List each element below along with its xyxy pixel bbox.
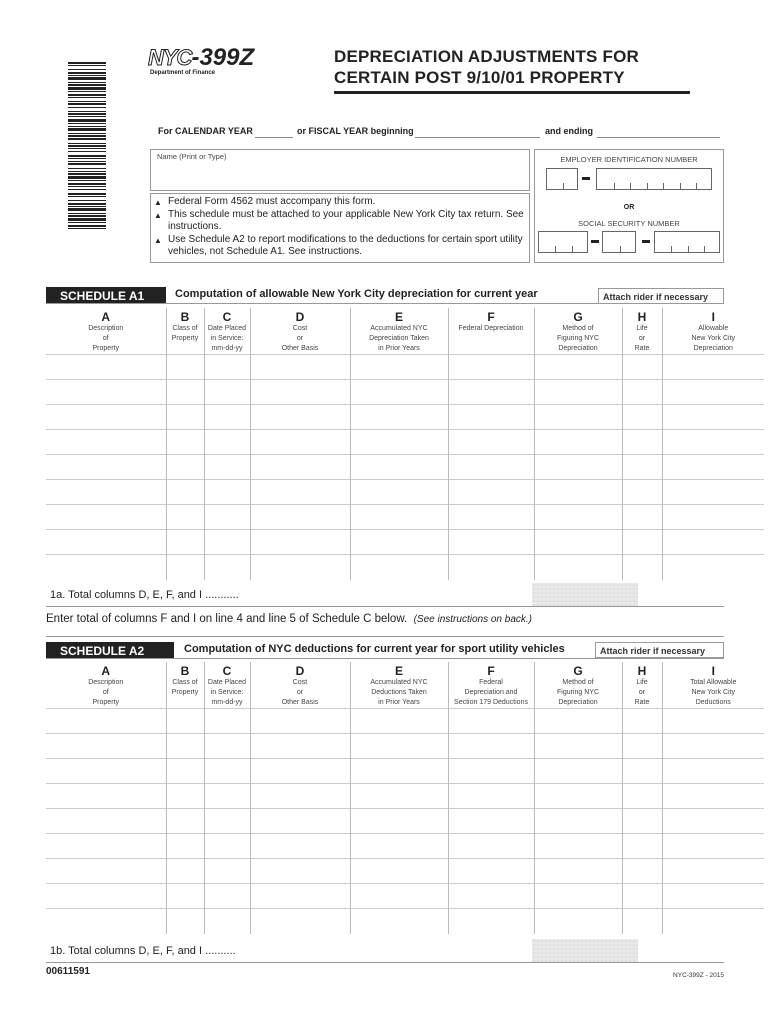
- table-cell[interactable]: [350, 480, 448, 505]
- table-cell[interactable]: [204, 859, 250, 884]
- table-row: [46, 380, 764, 405]
- table-cell[interactable]: [166, 355, 204, 380]
- table-cell[interactable]: [204, 530, 250, 555]
- table-cell[interactable]: [448, 859, 534, 884]
- table-cell[interactable]: [534, 759, 622, 784]
- column-header-g: G Method of Figuring NYC Depreciation: [534, 662, 622, 709]
- schedule-a2-table: [46, 662, 764, 935]
- table-cell[interactable]: [250, 859, 350, 884]
- table-cell[interactable]: [662, 834, 764, 859]
- table-cell[interactable]: [250, 405, 350, 430]
- calendar-year-field[interactable]: [255, 128, 293, 138]
- table-cell[interactable]: [534, 455, 622, 480]
- table-cell[interactable]: [534, 809, 622, 834]
- table-cell[interactable]: [622, 859, 662, 884]
- table-cell[interactable]: [46, 530, 166, 555]
- table-cell[interactable]: [250, 784, 350, 809]
- ending-label: and ending: [545, 126, 593, 136]
- table-cell[interactable]: [622, 405, 662, 430]
- table-cell[interactable]: [350, 734, 448, 759]
- table-cell[interactable]: [448, 380, 534, 405]
- table-cell[interactable]: [448, 909, 534, 934]
- column-header-c: C Date Placed in Service: mm-dd-yy: [204, 308, 250, 355]
- title-rule: [334, 91, 690, 94]
- table-cell[interactable]: [448, 759, 534, 784]
- table-cell[interactable]: [204, 809, 250, 834]
- table-row: [46, 530, 764, 555]
- total-1a-label: 1a. Total columns D, E, F, and I ...........: [50, 589, 239, 601]
- table-cell[interactable]: [250, 555, 350, 580]
- table-row: [46, 405, 764, 430]
- department-label: Department of Finance: [150, 70, 216, 76]
- table-cell[interactable]: [622, 884, 662, 909]
- table-row: [46, 884, 764, 909]
- table-cell[interactable]: [46, 405, 166, 430]
- ein-prefix-field[interactable]: [546, 168, 578, 190]
- schedule-a1-table: [46, 308, 764, 581]
- table-cell[interactable]: [46, 355, 166, 380]
- ssn-part3-field[interactable]: [654, 231, 720, 253]
- column-header-h: H Life or Rate: [622, 308, 662, 355]
- schedule-a1-title: Computation of allowable New York City depreciation for current year: [175, 288, 538, 300]
- table-cell[interactable]: [350, 530, 448, 555]
- table-cell[interactable]: [662, 555, 764, 580]
- table-cell[interactable]: [662, 734, 764, 759]
- table-cell[interactable]: [448, 884, 534, 909]
- table-cell[interactable]: [622, 809, 662, 834]
- table-cell[interactable]: [166, 530, 204, 555]
- table-cell[interactable]: [534, 430, 622, 455]
- or-label: OR: [623, 204, 635, 211]
- fiscal-year-label: or FISCAL YEAR beginning: [297, 126, 414, 136]
- table-cell[interactable]: [448, 555, 534, 580]
- table-cell[interactable]: [250, 759, 350, 784]
- table-cell[interactable]: [662, 759, 764, 784]
- triangle-icon: ▲: [154, 235, 162, 245]
- triangle-icon: ▲: [154, 210, 162, 220]
- table-cell[interactable]: [166, 759, 204, 784]
- column-header-i: I Total Allowable New York City Deductions: [662, 662, 764, 709]
- table-row: [46, 909, 764, 934]
- table-cell[interactable]: [46, 430, 166, 455]
- form-number-title: -399Z: [191, 44, 255, 71]
- table-row: [46, 505, 764, 530]
- table-cell[interactable]: [250, 709, 350, 734]
- table-cell[interactable]: [166, 505, 204, 530]
- table-cell[interactable]: [250, 809, 350, 834]
- table-cell[interactable]: [204, 555, 250, 580]
- column-header-e: E Accumulated NYC Depreciation Taken in Prior Years: [350, 308, 448, 355]
- table-cell[interactable]: [166, 430, 204, 455]
- table-cell[interactable]: [534, 480, 622, 505]
- column-header-f: F Federal Depreciation and Section 179 Deductions: [448, 662, 534, 709]
- table-row: [46, 834, 764, 859]
- table-row: [46, 455, 764, 480]
- table-cell[interactable]: [204, 405, 250, 430]
- table-cell[interactable]: [46, 909, 166, 934]
- table-row: [46, 430, 764, 455]
- table-cell[interactable]: [448, 809, 534, 834]
- ein-suffix-field[interactable]: [596, 168, 712, 190]
- table-cell[interactable]: [166, 734, 204, 759]
- table-cell[interactable]: [46, 555, 166, 580]
- table-cell[interactable]: [46, 884, 166, 909]
- table-cell[interactable]: [622, 759, 662, 784]
- table-cell[interactable]: [534, 405, 622, 430]
- table-cell[interactable]: [448, 455, 534, 480]
- column-header-b: B Class of Property: [166, 308, 204, 355]
- table-row: [46, 734, 764, 759]
- table-cell[interactable]: [662, 455, 764, 480]
- column-header-d: D Cost or Other Basis: [250, 308, 350, 355]
- table-cell[interactable]: [350, 709, 448, 734]
- table-cell[interactable]: [204, 734, 250, 759]
- table-cell[interactable]: [350, 380, 448, 405]
- table-cell[interactable]: [662, 530, 764, 555]
- form-code: 00611591: [46, 966, 90, 977]
- table-cell[interactable]: [534, 884, 622, 909]
- table-cell[interactable]: [448, 784, 534, 809]
- table-cell[interactable]: [166, 909, 204, 934]
- table-cell[interactable]: [448, 734, 534, 759]
- column-header-i: I Allowable New York City Depreciation: [662, 308, 764, 355]
- table-cell[interactable]: [622, 909, 662, 934]
- table-cell[interactable]: [204, 455, 250, 480]
- table-cell[interactable]: [622, 530, 662, 555]
- table-cell[interactable]: [662, 809, 764, 834]
- table-cell[interactable]: [622, 430, 662, 455]
- table-row: [46, 784, 764, 809]
- table-cell[interactable]: [204, 505, 250, 530]
- table-cell[interactable]: [250, 734, 350, 759]
- form-title: DEPRECIATION ADJUSTMENTS FOR CERTAIN POST 9/10/01 PROPERTY: [334, 47, 640, 87]
- table-cell[interactable]: [166, 709, 204, 734]
- table-cell[interactable]: [662, 909, 764, 934]
- table-cell[interactable]: [204, 909, 250, 934]
- schedule-a2-title: Computation of NYC deductions for current year for sport utility vehicles: [184, 643, 565, 655]
- table-cell[interactable]: [448, 530, 534, 555]
- table-cell[interactable]: [166, 405, 204, 430]
- table-cell[interactable]: [662, 784, 764, 809]
- table-cell[interactable]: [534, 859, 622, 884]
- table-cell[interactable]: [46, 734, 166, 759]
- column-header-c: C Date Placed in Service: mm-dd-yy: [204, 662, 250, 709]
- table-cell[interactable]: [534, 734, 622, 759]
- table-cell[interactable]: [662, 859, 764, 884]
- calendar-year-label: For CALENDAR YEAR: [158, 126, 253, 136]
- table-cell[interactable]: [350, 759, 448, 784]
- table-cell[interactable]: [662, 480, 764, 505]
- table-cell[interactable]: [250, 884, 350, 909]
- table-cell[interactable]: [662, 709, 764, 734]
- table-cell[interactable]: [534, 380, 622, 405]
- column-header-f: F Federal Depreciation: [448, 308, 534, 355]
- table-cell[interactable]: [166, 884, 204, 909]
- logo-nyc: NYC: [148, 45, 192, 70]
- dash-icon: [582, 177, 590, 180]
- dash-icon: [591, 240, 599, 243]
- table-cell[interactable]: [622, 734, 662, 759]
- column-header-d: D Cost or Other Basis: [250, 662, 350, 709]
- attach-rider-note: Attach rider if necessary: [595, 642, 724, 658]
- table-cell[interactable]: [622, 505, 662, 530]
- enter-instructions: Enter total of columns F and I on line 4 and line 5 of Schedule C below. (See instructions on back.): [46, 613, 532, 625]
- table-cell[interactable]: [448, 405, 534, 430]
- table-cell[interactable]: [166, 809, 204, 834]
- table-cell[interactable]: [204, 480, 250, 505]
- table-cell[interactable]: [204, 380, 250, 405]
- column-header-g: G Method of Figuring NYC Depreciation: [534, 308, 622, 355]
- table-cell[interactable]: [448, 355, 534, 380]
- table-cell[interactable]: [166, 455, 204, 480]
- table-row: [46, 859, 764, 884]
- ssn-part2-field[interactable]: [602, 231, 636, 253]
- table-cell[interactable]: [350, 809, 448, 834]
- table-cell[interactable]: [204, 759, 250, 784]
- notes-list: [150, 196, 530, 259]
- shaded-cell: [532, 583, 638, 606]
- table-cell[interactable]: [448, 430, 534, 455]
- table-cell[interactable]: [250, 909, 350, 934]
- table-cell[interactable]: [46, 784, 166, 809]
- table-cell[interactable]: [46, 809, 166, 834]
- table-cell[interactable]: [166, 555, 204, 580]
- table-cell[interactable]: [166, 480, 204, 505]
- fiscal-begin-field[interactable]: [415, 128, 540, 138]
- table-cell[interactable]: [622, 480, 662, 505]
- table-cell[interactable]: [622, 455, 662, 480]
- table-cell[interactable]: [250, 430, 350, 455]
- table-cell[interactable]: [662, 505, 764, 530]
- table-cell[interactable]: [46, 759, 166, 784]
- table-cell[interactable]: [350, 355, 448, 380]
- table-cell[interactable]: [204, 884, 250, 909]
- table-row: [46, 759, 764, 784]
- note-item: ▲ This schedule must be attached to your applicable New York City tax return. See instructions.: [154, 208, 524, 232]
- table-cell[interactable]: [534, 784, 622, 809]
- table-cell[interactable]: [250, 834, 350, 859]
- nyc-logo: [148, 44, 254, 72]
- table-cell[interactable]: [166, 859, 204, 884]
- column-header-h: H Life or Rate: [622, 662, 662, 709]
- shaded-cell: [532, 939, 638, 962]
- table-row: [46, 709, 764, 734]
- table-cell[interactable]: [250, 505, 350, 530]
- table-cell[interactable]: [350, 455, 448, 480]
- fiscal-end-field[interactable]: [597, 128, 720, 138]
- attach-rider-note: Attach rider if necessary: [598, 288, 724, 304]
- table-cell[interactable]: [662, 884, 764, 909]
- table-cell[interactable]: [534, 505, 622, 530]
- column-header-b: B Class of Property: [166, 662, 204, 709]
- schedule-a1-label: SCHEDULE A1: [46, 287, 166, 303]
- table-cell[interactable]: [662, 380, 764, 405]
- table-cell[interactable]: [204, 709, 250, 734]
- table-cell[interactable]: [204, 834, 250, 859]
- table-cell[interactable]: [250, 455, 350, 480]
- table-cell[interactable]: [350, 505, 448, 530]
- note-item: ▲ Use Schedule A2 to report modifications to the deductions for certain sport utility vehicles, not Schedule A1. See instructions.: [154, 233, 523, 257]
- name-label: Name (Print or Type): [157, 152, 227, 161]
- table-cell[interactable]: [622, 555, 662, 580]
- table-cell[interactable]: [46, 480, 166, 505]
- table-cell[interactable]: [448, 505, 534, 530]
- table-cell[interactable]: [250, 530, 350, 555]
- table-cell[interactable]: [534, 909, 622, 934]
- form-id: NYC-399Z - 2015: [673, 972, 724, 979]
- table-cell[interactable]: [534, 709, 622, 734]
- table-cell[interactable]: [46, 859, 166, 884]
- table-cell[interactable]: [448, 834, 534, 859]
- ein-label: EMPLOYER IDENTIFICATION NUMBER: [560, 155, 698, 164]
- table-cell[interactable]: [350, 834, 448, 859]
- table-cell[interactable]: [350, 784, 448, 809]
- table-cell[interactable]: [204, 784, 250, 809]
- table-cell[interactable]: [448, 709, 534, 734]
- table-cell[interactable]: [622, 355, 662, 380]
- table-row: [46, 555, 764, 580]
- barcode: [68, 62, 106, 230]
- table-cell[interactable]: [622, 709, 662, 734]
- ssn-label: SOCIAL SECURITY NUMBER: [578, 219, 680, 228]
- column-header-a: A Description of Property: [88, 664, 124, 706]
- table-cell[interactable]: [534, 355, 622, 380]
- table-cell[interactable]: [350, 859, 448, 884]
- table-cell[interactable]: [204, 355, 250, 380]
- table-cell[interactable]: [448, 480, 534, 505]
- table-cell[interactable]: [204, 430, 250, 455]
- schedule-a2-label: SCHEDULE A2: [46, 642, 174, 658]
- table-cell[interactable]: [46, 834, 166, 859]
- table-cell[interactable]: [350, 909, 448, 934]
- table-cell[interactable]: [662, 405, 764, 430]
- table-cell[interactable]: [166, 784, 204, 809]
- table-cell[interactable]: [166, 380, 204, 405]
- table-cell[interactable]: [46, 505, 166, 530]
- table-cell[interactable]: [534, 555, 622, 580]
- name-field[interactable]: [150, 149, 530, 191]
- total-1b-label: 1b. Total columns D, E, F, and I ..........: [50, 945, 236, 957]
- table-cell[interactable]: [46, 709, 166, 734]
- table-cell[interactable]: [662, 355, 764, 380]
- table-cell[interactable]: [534, 530, 622, 555]
- ssn-part1-field[interactable]: [538, 231, 588, 253]
- table-cell[interactable]: [166, 834, 204, 859]
- table-row: [46, 355, 764, 380]
- table-row: [46, 480, 764, 505]
- table-cell[interactable]: [350, 555, 448, 580]
- table-row: [46, 809, 764, 834]
- table-cell[interactable]: [250, 480, 350, 505]
- table-cell[interactable]: [350, 884, 448, 909]
- dash-icon: [642, 240, 650, 243]
- table-cell[interactable]: [622, 380, 662, 405]
- table-cell[interactable]: [46, 380, 166, 405]
- table-cell[interactable]: [250, 380, 350, 405]
- column-header-a: A Description of Property: [88, 310, 124, 352]
- table-cell[interactable]: [622, 784, 662, 809]
- table-cell[interactable]: [250, 355, 350, 380]
- table-cell[interactable]: [662, 430, 764, 455]
- table-cell[interactable]: [46, 455, 166, 480]
- column-header-e: E Accumulated NYC Deductions Taken in Prior Years: [350, 662, 448, 709]
- note-item: ▲ Federal Form 4562 must accompany this form.: [150, 196, 530, 209]
- table-cell[interactable]: [350, 430, 448, 455]
- table-cell[interactable]: [350, 405, 448, 430]
- triangle-icon: ▲: [154, 198, 162, 207]
- table-cell[interactable]: [622, 834, 662, 859]
- table-cell[interactable]: [534, 834, 622, 859]
